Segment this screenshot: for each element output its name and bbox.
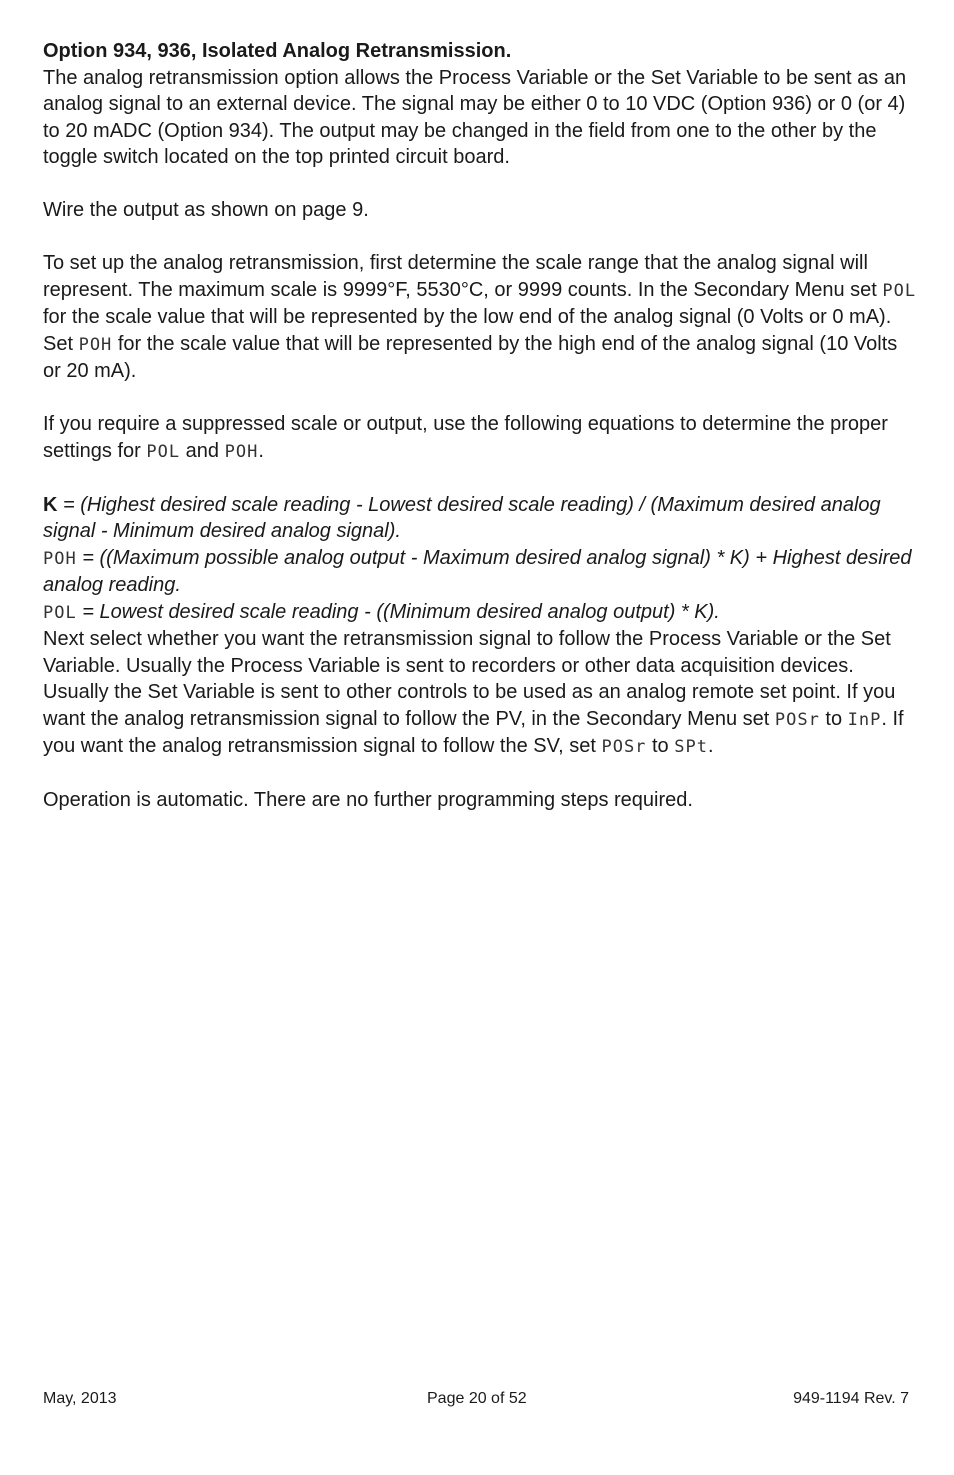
pol-code: POL: [882, 280, 917, 301]
select-text-2: to: [819, 707, 848, 730]
select-text-3: . If you want the analog retransmission signal to follow the SV, set: [43, 707, 904, 757]
spt-code: SPt: [674, 737, 708, 757]
operation-paragraph: Operation is automatic. There are no further programming steps required.: [43, 789, 693, 811]
setup-text-1: To set up the analog retransmission, first determine the scale range that the analog signal will represent. The maximum scale is 9999°F, 5530°C, or 9999 counts. In the Secondary Menu set: [43, 252, 883, 301]
select-paragraph: [43, 626, 918, 761]
inp-code: InP: [847, 709, 882, 730]
k-label: K: [43, 493, 58, 516]
intro-paragraph: The analog retransmission option allows the Process Variable or the Set Variable to be sent as an analog signal to an external device. The signal may be either 0 to 10 VDC (Option 936) or 0 (or 4) to 20 mADC (Option 934). The output may be changed in the field from one to the other by the toggle switch located on the top printed circuit board.: [43, 66, 907, 168]
poh-code: POH: [224, 441, 259, 462]
page-content: [43, 38, 918, 814]
setup-text-2: for the scale value that will be represented by the low end of the analog signal (0 Volts or 0 mA). Set: [43, 306, 892, 355]
equation-k-text: = (Highest desired scale reading - Lowest desired scale reading) / (Maximum desired analog signal - Minimum desired analog signal).: [43, 493, 881, 542]
suppressed-text-3: .: [258, 439, 264, 462]
equation-pol: [43, 599, 918, 627]
suppressed-text-1: If you require a suppressed scale or output, use the following equations to determine the proper settings for: [43, 413, 888, 462]
equation-k: [43, 492, 918, 545]
equation-poh-text: = ((Maximum possible analog output - Maximum desired analog signal) * K) + Highest desired analog reading.: [43, 546, 912, 596]
footer-document-number: 949-1194 Rev. 7: [793, 1390, 909, 1407]
select-text-5: .: [707, 735, 714, 757]
poh-code: POH: [78, 334, 113, 355]
footer-page-number: Page 20 of 52: [427, 1390, 527, 1407]
suppressed-text-2: and: [180, 439, 225, 462]
select-text-4: to: [646, 735, 675, 757]
footer-date: May, 2013: [43, 1390, 117, 1407]
pol-code: POL: [43, 602, 77, 623]
select-text-1: Next select whether you want the retransmission signal to follow the Process Variable or the Set Variable. Usually the Process Variable is sent to recorders or other data acquisition devices. Usually the Set Variable is sent to other controls to be used as an analog remote set point. If you want the analog retransmission signal to follow the PV, in the Secondary Menu set: [43, 628, 896, 730]
section-heading: Option 934, 936, Isolated Analog Retransmission.: [43, 40, 512, 62]
pol-code: POL: [146, 441, 181, 462]
posr-code: POSr: [774, 709, 820, 730]
setup-text-3: for the scale value that will be represented by the high end of the analog signal (10 Volts or 20 mA).: [43, 332, 898, 382]
suppressed-paragraph: [43, 411, 918, 465]
equation-poh: [43, 545, 918, 599]
poh-code: POH: [43, 548, 77, 569]
setup-paragraph: [43, 250, 918, 385]
equation-pol-text: = Lowest desired scale reading - ((Minimum desired analog output) * K).: [76, 600, 720, 623]
posr-code: POSr: [601, 737, 647, 757]
wiring-paragraph: Wire the output as shown on page 9.: [43, 199, 369, 221]
